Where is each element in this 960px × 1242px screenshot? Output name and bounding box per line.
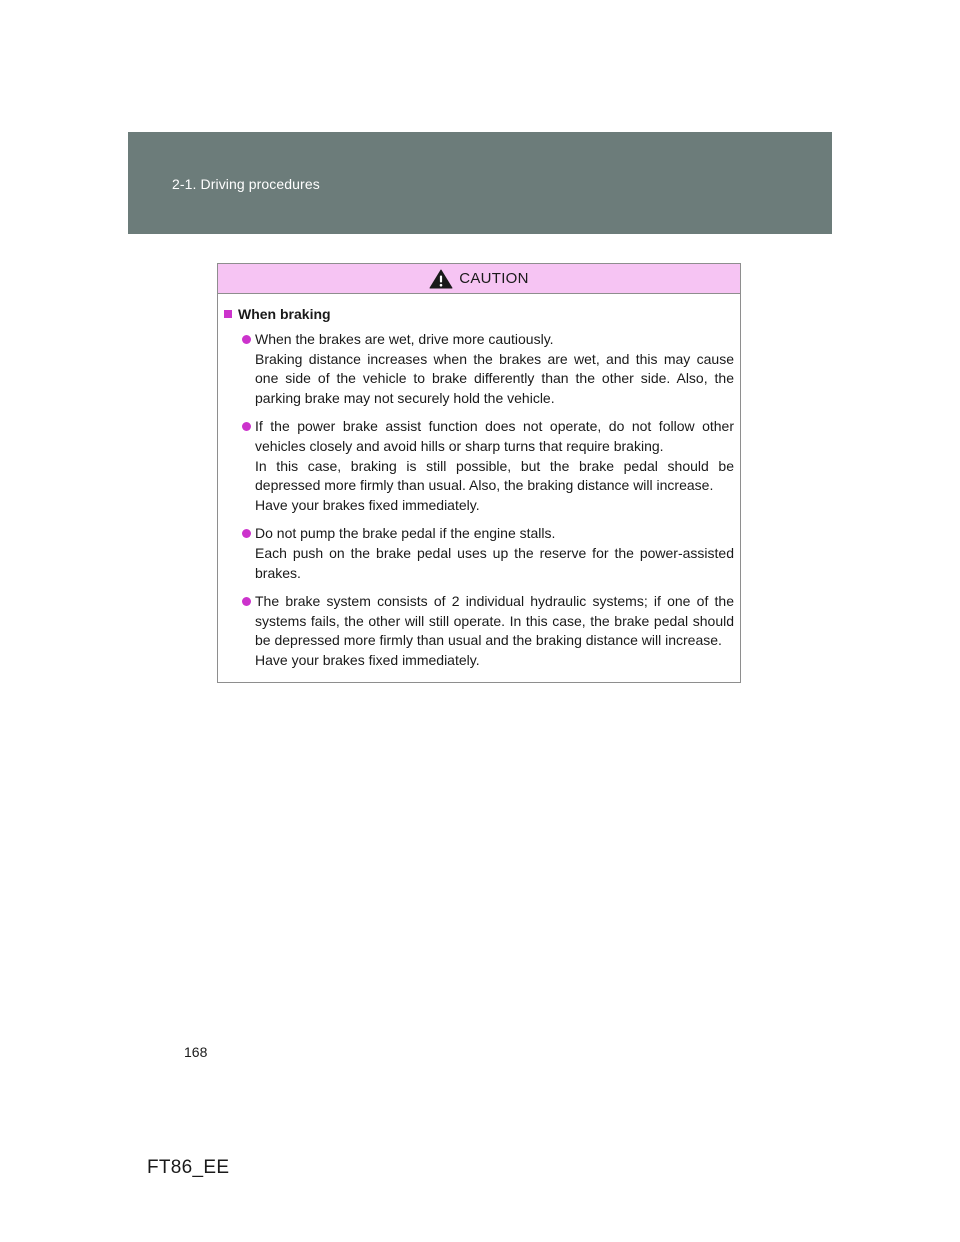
caution-topic: [224, 306, 734, 322]
caution-item: [242, 592, 734, 670]
caution-topic-text: When braking: [238, 306, 331, 322]
round-bullet-icon: [242, 529, 251, 538]
square-bullet-icon: [224, 310, 232, 318]
caution-line: Have your brakes fixed immediately.: [255, 496, 480, 513]
caution-line: When the brakes are wet, drive more cautiously.: [255, 331, 554, 347]
caution-body: [218, 294, 740, 671]
round-bullet-icon: [242, 335, 251, 344]
caution-header: [218, 264, 740, 294]
caution-line: Each push on the brake pedal uses up the reserve for the power-assisted brakes.: [255, 544, 734, 581]
caution-line: The brake system consists of 2 individual hydraulic systems; if one of the systems fails, the other will still operate. In this case, the brake pedal should be depressed more firmly than usual and the braking distance will increase.: [255, 593, 734, 649]
caution-item: [242, 330, 734, 408]
caution-line: Braking distance increases when the brakes are wet, and this may cause one side of the vehicle to brake differently than the other side. Also, the parking brake may not securely hold the vehicle.: [255, 350, 734, 406]
caution-line: In this case, braking is still possible, but the brake pedal should be depressed more firmly than usual. Also, the braking distance will increase.: [255, 457, 734, 494]
warning-triangle-icon: [429, 269, 453, 289]
caution-box: [217, 263, 741, 683]
caution-line: If the power brake assist function does not operate, do not follow other vehicles closely and avoid hills or sharp turns that require braking.: [255, 418, 734, 454]
header-band: [128, 132, 832, 234]
caution-item: [242, 417, 734, 515]
page-number: 168: [184, 1044, 208, 1060]
caution-label: CAUTION: [459, 270, 529, 287]
round-bullet-icon: [242, 422, 251, 431]
caution-line: Do not pump the brake pedal if the engine stalls.: [255, 525, 556, 542]
document-code: FT86_EE: [147, 1157, 230, 1178]
round-bullet-icon: [242, 597, 251, 606]
section-title: 2-1. Driving procedures: [172, 176, 320, 192]
caution-line: Have your brakes fixed immediately.: [255, 651, 480, 668]
caution-item: [242, 524, 734, 583]
